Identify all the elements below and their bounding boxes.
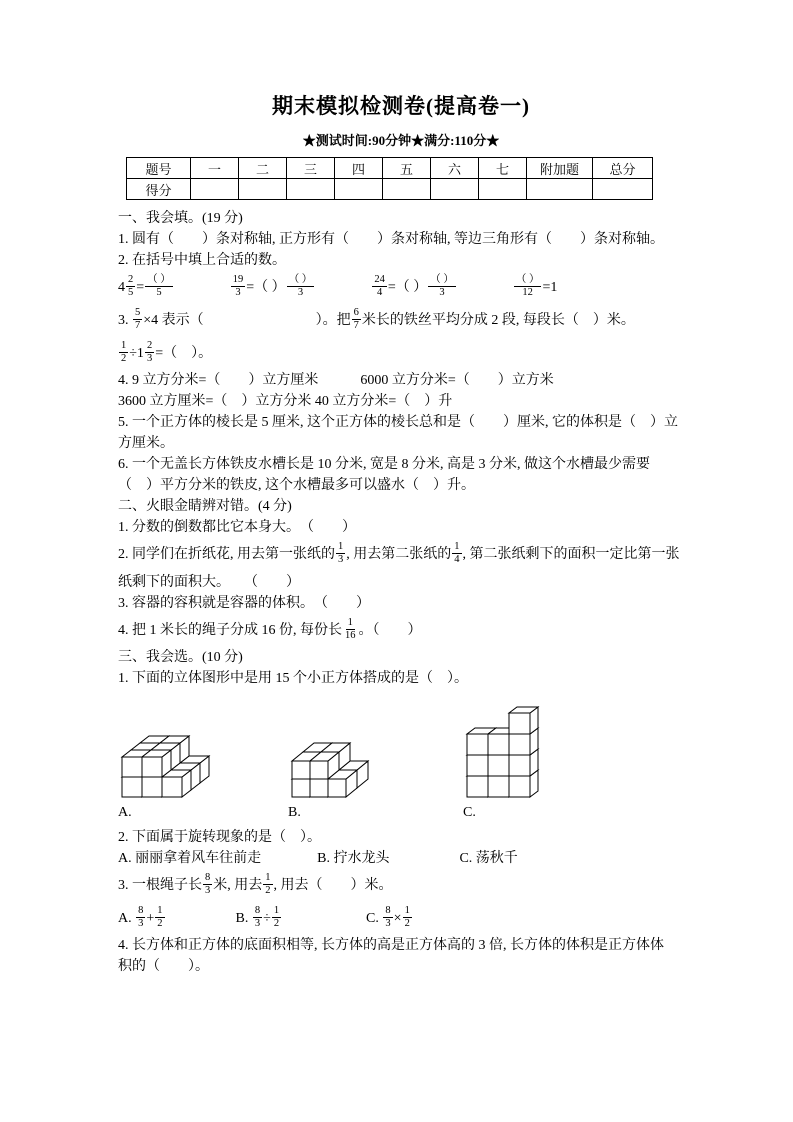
s1-q4b: [118, 391, 684, 412]
text-segment: =1: [542, 279, 558, 295]
score-table-cell: [335, 179, 383, 200]
text-segment: 二、火眼金睛辨对错。(4 分): [118, 499, 292, 515]
score-table-cell: [191, 179, 239, 200]
fraction: $\frac{2}{5}$: [128, 274, 134, 299]
text-segment: [315, 280, 371, 295]
text-segment: C.: [282, 910, 383, 926]
s2-q4: [118, 614, 684, 647]
s3-q3-options: [118, 902, 684, 935]
s1-q4: [118, 370, 684, 391]
figure-label-b: B.: [288, 804, 301, 820]
cube-front-face: [310, 761, 328, 779]
s1-q5b: [118, 433, 684, 454]
text-segment: 5. 一个正方体的棱长是 5 厘米, 这个正方体的棱长总和是（ ）厘米, 它的体积是（ ）立: [118, 415, 678, 431]
s3-q2: [118, 827, 684, 848]
score-table-cell: 一: [191, 158, 239, 179]
text-segment: 积的（ ）。: [118, 958, 209, 974]
fraction: $\frac{1}{16}$: [345, 616, 356, 641]
text-segment: 三、我会选。(10 分): [118, 649, 243, 665]
text-segment: 3600 立方厘米=（ ）立方分米 40 立方分米=（ ）升: [118, 394, 453, 410]
cube-figure-c-block: [463, 699, 613, 821]
fraction: $\frac{1}{2}$: [404, 904, 410, 929]
cube-front-face: [122, 777, 142, 797]
fraction: $\frac{1}{2}$: [265, 871, 271, 896]
text-segment: 4. 把 1 米长的绳子分成 16 份, 每份长: [118, 622, 342, 638]
text-segment: 4: [118, 279, 125, 295]
fraction: $\frac{1}{3}$: [338, 541, 344, 566]
score-table-cell: 二: [239, 158, 287, 179]
text-segment: 2. 同学们在折纸花, 用去第一张纸的: [118, 547, 335, 563]
text-segment: 3. 一根绳子长: [118, 877, 202, 893]
text-segment: +: [146, 910, 155, 926]
cube-figure-a-block: [118, 699, 288, 821]
score-table-cell: 六: [431, 158, 479, 179]
cube-front-face: [122, 757, 142, 777]
text-segment: 6. 一个无盖长方体铁皮水槽长是 10 分米, 宽是 8 分米, 高是 3 分米, 做这个水槽最少需要: [118, 457, 650, 473]
s2-q3: [118, 593, 684, 614]
score-table-cell: [527, 179, 593, 200]
fraction: $\frac{( )}{5}$: [147, 274, 171, 299]
score-table-cell: 题号: [127, 158, 191, 179]
fraction: $\frac{2}{3}$: [146, 340, 153, 365]
cube-front-face: [162, 777, 182, 797]
text-segment: 1. 分数的倒数都比它本身大。 （ ）: [118, 520, 356, 536]
score-table-cell: 五: [383, 158, 431, 179]
s3-q4b: [118, 956, 684, 977]
cube-figure-a: [118, 699, 264, 803]
fraction: $\frac{( )}{3}$: [430, 274, 454, 299]
s1-q6: [118, 454, 684, 475]
cube-front-face: [488, 776, 509, 797]
cube-figure-b: [288, 699, 418, 803]
fraction: $\frac{1}{2}$: [273, 904, 280, 929]
s2-q1: [118, 517, 684, 538]
text-segment: 米, 用去: [213, 877, 263, 893]
score-table-cell: [239, 179, 287, 200]
fraction: $\frac{8}{3}$: [254, 904, 261, 929]
text-segment: , 第二张纸剩下的面积一定比第一张: [462, 547, 680, 563]
cube-front-face: [509, 734, 530, 755]
text-segment: , 用去第二张纸的: [346, 547, 452, 563]
text-segment: B.: [165, 910, 252, 926]
text-segment: A. 丽丽拿着风车往前走 B. 拧水龙头 C. 荡秋千: [118, 850, 518, 866]
s3-q4: [118, 935, 684, 956]
cube-front-face: [328, 779, 346, 797]
text-segment: A.: [118, 910, 136, 926]
s3-q1: [118, 668, 684, 689]
score-table-cell: 七: [479, 158, 527, 179]
cube-front-face: [488, 755, 509, 776]
score-table: [126, 157, 653, 200]
text-segment: =（ ）: [246, 279, 286, 295]
s1-q5: [118, 412, 684, 433]
text-segment: [457, 280, 513, 295]
fraction: $\frac{19}{3}$: [232, 274, 244, 299]
text-segment: 纸剩下的面积大。 （ ）: [118, 574, 300, 590]
cube-front-face: [142, 757, 162, 777]
fraction: $\frac{( )}{12}$: [515, 274, 540, 299]
questions-part2: [118, 827, 684, 977]
section-1-header: [118, 208, 684, 229]
text-segment: =（ ）: [387, 279, 428, 295]
s1-q1: [118, 229, 684, 250]
cube-front-face: [292, 761, 310, 779]
s1-q3: [118, 304, 684, 337]
text-segment: 一、我会填。(19 分): [118, 211, 243, 226]
fraction: $\frac{( )}{3}$: [288, 274, 313, 299]
s2-q2: [118, 538, 684, 571]
score-table-cell: [431, 179, 479, 200]
cube-front-face: [467, 776, 488, 797]
cube-front-face: [509, 713, 530, 734]
score-table-cell: 四: [335, 158, 383, 179]
fraction: $\frac{5}{7}$: [135, 307, 141, 332]
text-segment: 米长的铁丝平均分成 2 段, 每段长（ ）米。: [361, 312, 635, 328]
page-title: 期末模拟检测卷(提高卷一): [272, 94, 530, 118]
text-segment: 2. 在括号中填上合适的数。: [118, 253, 286, 268]
cube-front-face: [509, 776, 530, 797]
score-table-cell: [593, 179, 653, 200]
s1-q3b: [118, 337, 684, 370]
s1-q2: [118, 250, 684, 271]
cube-figure-b-block: [288, 699, 463, 821]
fraction: $\frac{6}{7}$: [353, 307, 359, 332]
score-table-cell: 总分: [593, 158, 653, 179]
fraction: $\frac{1}{2}$: [121, 340, 127, 365]
text-segment: （ ）平方分米的铁皮, 这个水槽最多可以盛水（ ）升。: [118, 478, 475, 494]
cube-front-face: [467, 734, 488, 755]
text-segment: 4. 9 立方分米=（ ）立方厘米 6000 立方分米=（ ）立方米: [118, 373, 554, 389]
cube-figures-row: [118, 699, 684, 821]
figure-label-a: A.: [118, 804, 132, 820]
s2-q2b: [118, 572, 684, 593]
score-table-cell: 得分: [127, 179, 191, 200]
s3-q3: [118, 869, 684, 902]
text-segment: 3.: [118, 312, 132, 328]
text-segment: 方厘米。: [118, 436, 174, 452]
fraction: $\frac{8}{3}$: [205, 871, 211, 896]
cube-front-face: [488, 734, 509, 755]
text-segment: ×4 表示（ ）。把: [143, 312, 351, 328]
text-segment: 2. 下面属于旋转现象的是（ ）。: [118, 829, 321, 845]
score-table-score-row: [127, 179, 653, 200]
score-table-cell: 三: [287, 158, 335, 179]
score-table-header-row: [127, 158, 653, 179]
score-table-cell: 附加题: [527, 158, 593, 179]
s3-q2-options: [118, 848, 684, 869]
text-segment: 4. 长方体和正方体的底面积相等, 长方体的高是正方体高的 3 倍, 长方体的体积是正方体体: [118, 937, 664, 953]
text-segment: [174, 280, 230, 295]
text-segment: , 用去（ ）米。: [273, 877, 393, 893]
text-segment: 。（ ）: [358, 622, 422, 638]
questions-part1: [118, 208, 684, 689]
text-segment: 1. 圆有（ ）条对称轴, 正方形有（ ）条对称轴, 等边三角形有（ ）条对称轴。: [118, 232, 664, 247]
s1-q6b: [118, 475, 684, 496]
score-table-cell: [479, 179, 527, 200]
cube-front-face: [509, 755, 530, 776]
fraction: $\frac{8}{3}$: [385, 904, 391, 929]
text-segment: 3. 容器的容积就是容器的体积。 （ ）: [118, 595, 370, 611]
fraction: $\frac{1}{4}$: [454, 541, 460, 566]
cube-front-face: [292, 779, 310, 797]
fraction: $\frac{24}{4}$: [374, 274, 385, 299]
fraction: $\frac{8}{3}$: [138, 904, 144, 929]
exam-content: [118, 90, 684, 977]
page-subtitle: ★测试时间:90分钟★满分:110分★: [302, 133, 500, 148]
fraction: $\frac{1}{2}$: [157, 904, 163, 929]
cube-front-face: [467, 755, 488, 776]
figure-label-c: C.: [463, 804, 476, 820]
text-segment: =（ ）。: [155, 346, 213, 362]
score-table-cell: [383, 179, 431, 200]
score-table-cell: [287, 179, 335, 200]
cube-front-face: [310, 779, 328, 797]
text-segment: =: [136, 279, 145, 295]
text-segment: ÷: [263, 910, 271, 926]
section-3-header: [118, 647, 684, 668]
section-2-header: [118, 496, 684, 517]
text-segment: ÷1: [129, 346, 144, 362]
s1-q2-fractions: [118, 271, 684, 304]
cube-figure-c: [463, 699, 573, 803]
text-segment: ×: [393, 910, 402, 926]
cube-front-face: [142, 777, 162, 797]
text-segment: 1. 下面的立体图形中是用 15 个小正方体搭成的是（ ）。: [118, 670, 468, 686]
